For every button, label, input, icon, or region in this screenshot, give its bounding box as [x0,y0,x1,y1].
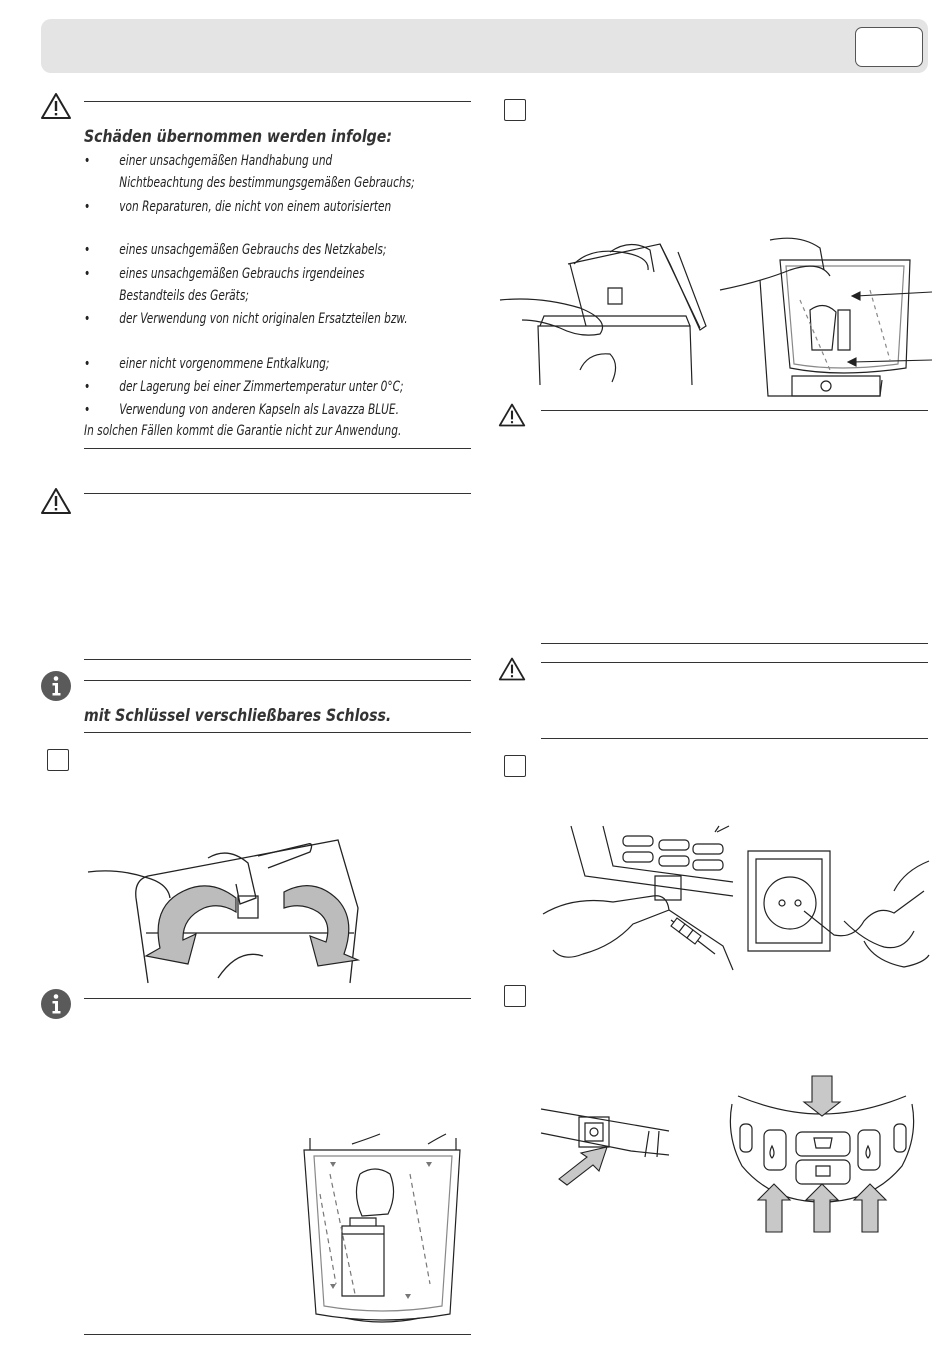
control-panel-illustration [722,1076,922,1232]
divider [84,998,471,999]
list-item: • einer unsachgemäßen Handhabung und Nichtbeachtung des bestimmungsgemäßen Gebrauchs; [84,153,415,191]
warning-triangle-icon [40,487,72,515]
divider [84,659,471,660]
list-item: • der Verwendung von nicht originalen Ersatzteilen bzw. [84,311,408,327]
list-item: • einer nicht vorgenommene Entkalkung; [84,356,330,372]
tank-removal-illustration [500,230,712,385]
divider [541,410,928,411]
warning-triangle-icon [40,92,72,120]
header-bar [41,19,928,73]
list-item: • eines unsachgemäßen Gebrauchs des Netzkabels; [84,242,387,258]
power-switch-illustration [541,1107,671,1182]
warning-triangle-icon [498,656,526,682]
step-checkbox-icon [47,749,69,771]
divider [84,732,471,733]
divider [541,662,928,663]
warranty-heading: Schäden übernommen werden infolge: [84,127,392,146]
list-item: • Verwendung von anderen Kapseln als Lavazza BLUE. [84,402,399,418]
power-cable-connect-illustration [543,826,736,971]
list-item: • von Reparaturen, die nicht von einem autorisierten [84,199,392,215]
warranty-closing: In solchen Fällen kommt die Garantie nicht zur Anwendung. [84,423,402,439]
lid-opening-illustration [88,838,370,984]
page-number-box [855,27,923,67]
step-checkbox-icon [504,99,526,121]
divider [84,1334,471,1335]
tank-lift-illustration [720,230,932,398]
info-circle-icon [40,670,72,702]
warning-triangle-icon [498,402,526,428]
divider [541,643,928,644]
divider [84,680,471,681]
wall-socket-illustration [744,851,929,973]
info-circle-icon [40,988,72,1020]
list-item: • der Lagerung bei einer Zimmertemperatur unter 0°C; [84,379,404,395]
divider [541,738,928,739]
divider [84,493,471,494]
step-checkbox-icon [504,755,526,777]
lock-note-text: mit Schlüssel verschließbares Schloss. [84,706,392,725]
water-tank-illustration [300,1134,465,1326]
divider [84,101,471,102]
list-item: • eines unsachgemäßen Gebrauchs irgendeines Bestandteils des Geräts; [84,266,365,304]
divider [84,448,471,449]
step-checkbox-icon [504,985,526,1007]
